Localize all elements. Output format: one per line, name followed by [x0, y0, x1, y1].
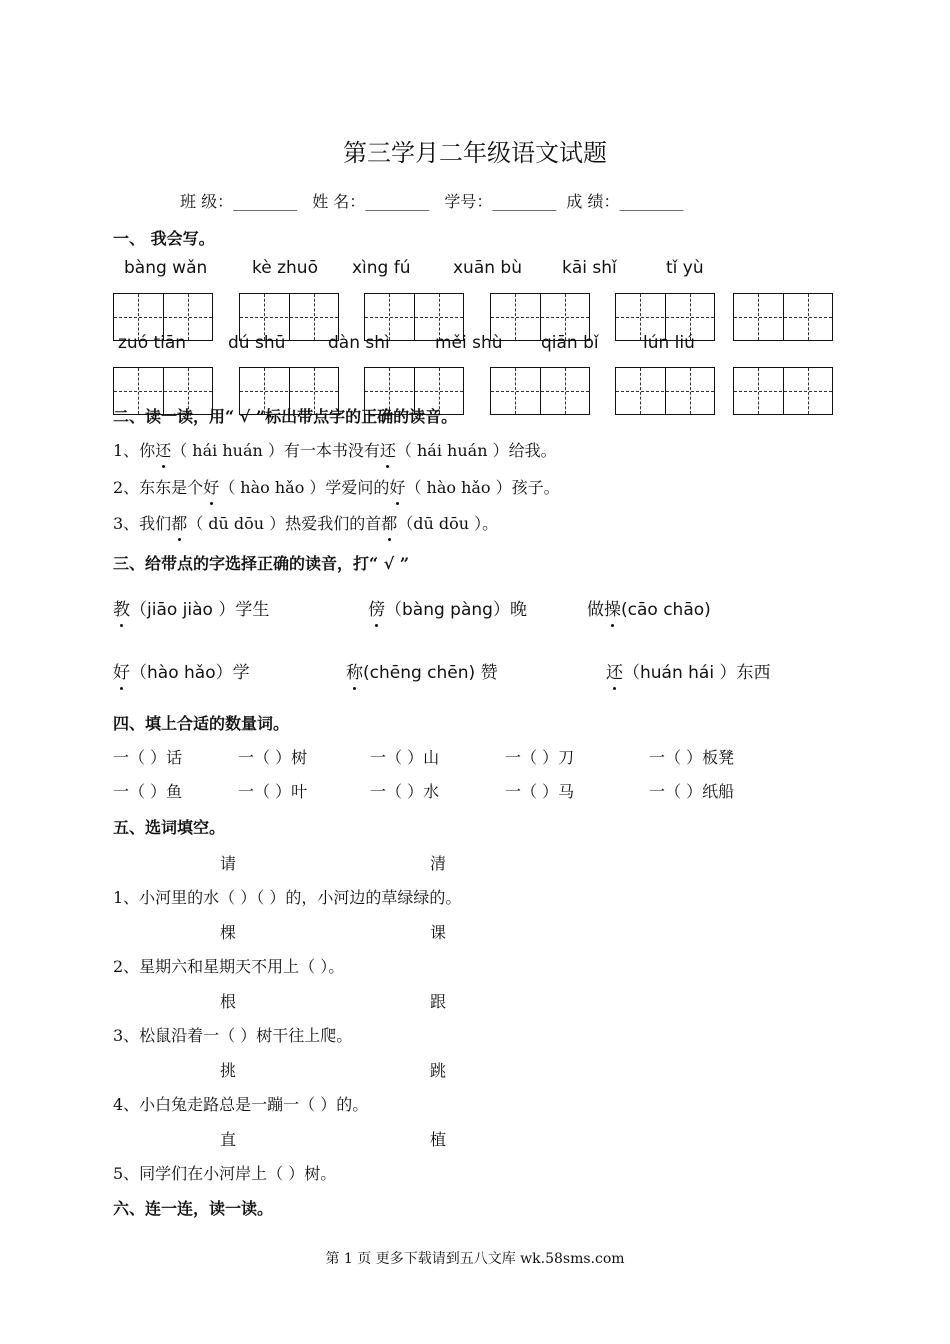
name-field[interactable]: 姓 名：________ [312, 192, 430, 211]
text: （ dū dōu ）热爱我们的首 [187, 514, 382, 533]
student-id-field[interactable]: 学号：________ [444, 192, 557, 211]
text: （bàng pàng）晚 [385, 600, 527, 620]
dotted-char: 还 [606, 658, 623, 683]
word-choice: 请 [220, 854, 237, 873]
section-3-heading: 三、给带点的字选择正确的读音，打“ √ ” [113, 554, 410, 573]
fill-sentence: 1、小河里的水（ ）（ ）的，小河边的草绿绿的。 [113, 888, 462, 907]
s3-item-6 [606, 658, 770, 683]
pinyin-1-2: kè zhuō [252, 258, 318, 278]
dotted-char: 称 [346, 658, 363, 683]
measure-word-item: 一（ ）叶 [238, 782, 308, 801]
measure-word-item: 一（ ）纸船 [649, 782, 735, 801]
word-choice: 根 [220, 992, 237, 1011]
text: （ hái huán ）给我。 [395, 441, 557, 460]
word-choice: 课 [430, 923, 447, 942]
writing-grid[interactable] [733, 293, 833, 341]
s3-item-4 [113, 658, 250, 683]
section-1-heading: 一、 我会写。 [113, 229, 215, 248]
section-2-heading: 二、读一读，用“ √ ”标出带点字的正确的读音。 [113, 407, 458, 426]
section-4-heading: 四、填上合适的数量词。 [113, 714, 290, 733]
measure-word-item: 一（ ）山 [370, 748, 440, 767]
text: （ hào hǎo ）孩子。 [405, 478, 560, 497]
fill-sentence: 5、同学们在小河岸上（ ）树。 [113, 1164, 337, 1183]
measure-word-item: 一（ ）板凳 [649, 748, 735, 767]
measure-word-item: 一（ ）鱼 [113, 782, 183, 801]
s3-item-3 [587, 595, 711, 620]
pinyin-2-4: měi shù [435, 333, 503, 353]
pinyin-2-5: qiān bǐ [541, 333, 599, 353]
word-choice: 清 [430, 854, 447, 873]
text: （jiāo jiào ）学生 [130, 600, 270, 620]
measure-word-item: 一（ ）马 [505, 782, 575, 801]
dotted-char: 都 [381, 511, 397, 534]
s2-line-3 [113, 511, 498, 534]
text: （ hái huán ）有一本书没有 [171, 441, 380, 460]
s2-line-2 [113, 475, 560, 498]
dotted-char: 傍 [368, 595, 385, 620]
fill-sentence: 4、小白兔走路总是一蹦一（ ）的。 [113, 1095, 369, 1114]
word-choice: 跳 [430, 1061, 447, 1080]
s3-item-5 [346, 658, 498, 683]
page-footer: 第 1 页 更多下载请到五八文库 wk.58sms.com [325, 1251, 625, 1267]
word-choice: 跟 [430, 992, 447, 1011]
pinyin-2-3: dàn shì [328, 333, 390, 353]
pinyin-1-6: tǐ yù [666, 258, 704, 278]
section-5-heading: 五、选词填空。 [113, 818, 226, 837]
word-choice: 直 [220, 1130, 237, 1149]
measure-word-item: 一（ ）水 [370, 782, 440, 801]
measure-word-item: 一（ ）树 [238, 748, 308, 767]
pinyin-2-2: dú shū [228, 333, 286, 353]
writing-grid[interactable] [733, 367, 833, 415]
student-info [180, 189, 693, 212]
s3-item-1 [113, 595, 269, 620]
dotted-char: 好 [203, 475, 219, 498]
measure-word-item: 一（ ）话 [113, 748, 183, 767]
fill-sentence: 2、星期六和星期天不用上（ ）。 [113, 957, 345, 976]
text: 做 [587, 600, 604, 620]
score-field[interactable]: 成 绩：________ [566, 192, 684, 211]
dotted-char: 还 [380, 438, 396, 461]
writing-grid[interactable] [490, 367, 590, 415]
dotted-char: 教 [113, 595, 130, 620]
dotted-char: 操 [604, 595, 621, 620]
text: 2、东东是个 [113, 478, 204, 497]
word-choice: 挑 [220, 1061, 237, 1080]
word-choice: 棵 [220, 923, 237, 942]
text: 1、你 [113, 441, 156, 460]
pinyin-1-4: xuān bù [453, 258, 522, 278]
page-title: 第三学月二年级语文试题 [343, 139, 607, 167]
writing-grid[interactable] [615, 367, 715, 415]
measure-word-item: 一（ ）刀 [505, 748, 575, 767]
text: （huán hái ）东西 [623, 663, 771, 683]
pinyin-1-3: xìng fú [352, 258, 411, 278]
dotted-char: 好 [113, 658, 130, 683]
pinyin-2-6: lún liú [643, 333, 695, 353]
class-field[interactable]: 班 级：________ [180, 192, 298, 211]
s3-item-2 [368, 595, 527, 620]
word-choice: 植 [430, 1130, 447, 1149]
pinyin-1-1: bàng wǎn [124, 258, 208, 278]
pinyin-1-5: kāi shǐ [562, 258, 617, 278]
text: 3、我们 [113, 514, 172, 533]
fill-sentence: 3、松鼠沿着一（ ）树干往上爬。 [113, 1026, 353, 1045]
dotted-char: 好 [389, 475, 405, 498]
dotted-char: 都 [171, 511, 187, 534]
text: （hào hǎo）学 [130, 663, 250, 683]
text: （ hào hǎo ）学爱问的 [219, 478, 390, 497]
pinyin-2-1: zuó tiān [118, 333, 187, 353]
text: (cāo chāo) [621, 600, 711, 620]
s2-line-1 [113, 438, 557, 461]
dotted-char: 还 [155, 438, 171, 461]
text: （dū dōu ）。 [397, 514, 499, 533]
text: (chēng chēn) 赞 [363, 663, 498, 683]
section-6-heading: 六、连一连，读一读。 [113, 1199, 274, 1218]
